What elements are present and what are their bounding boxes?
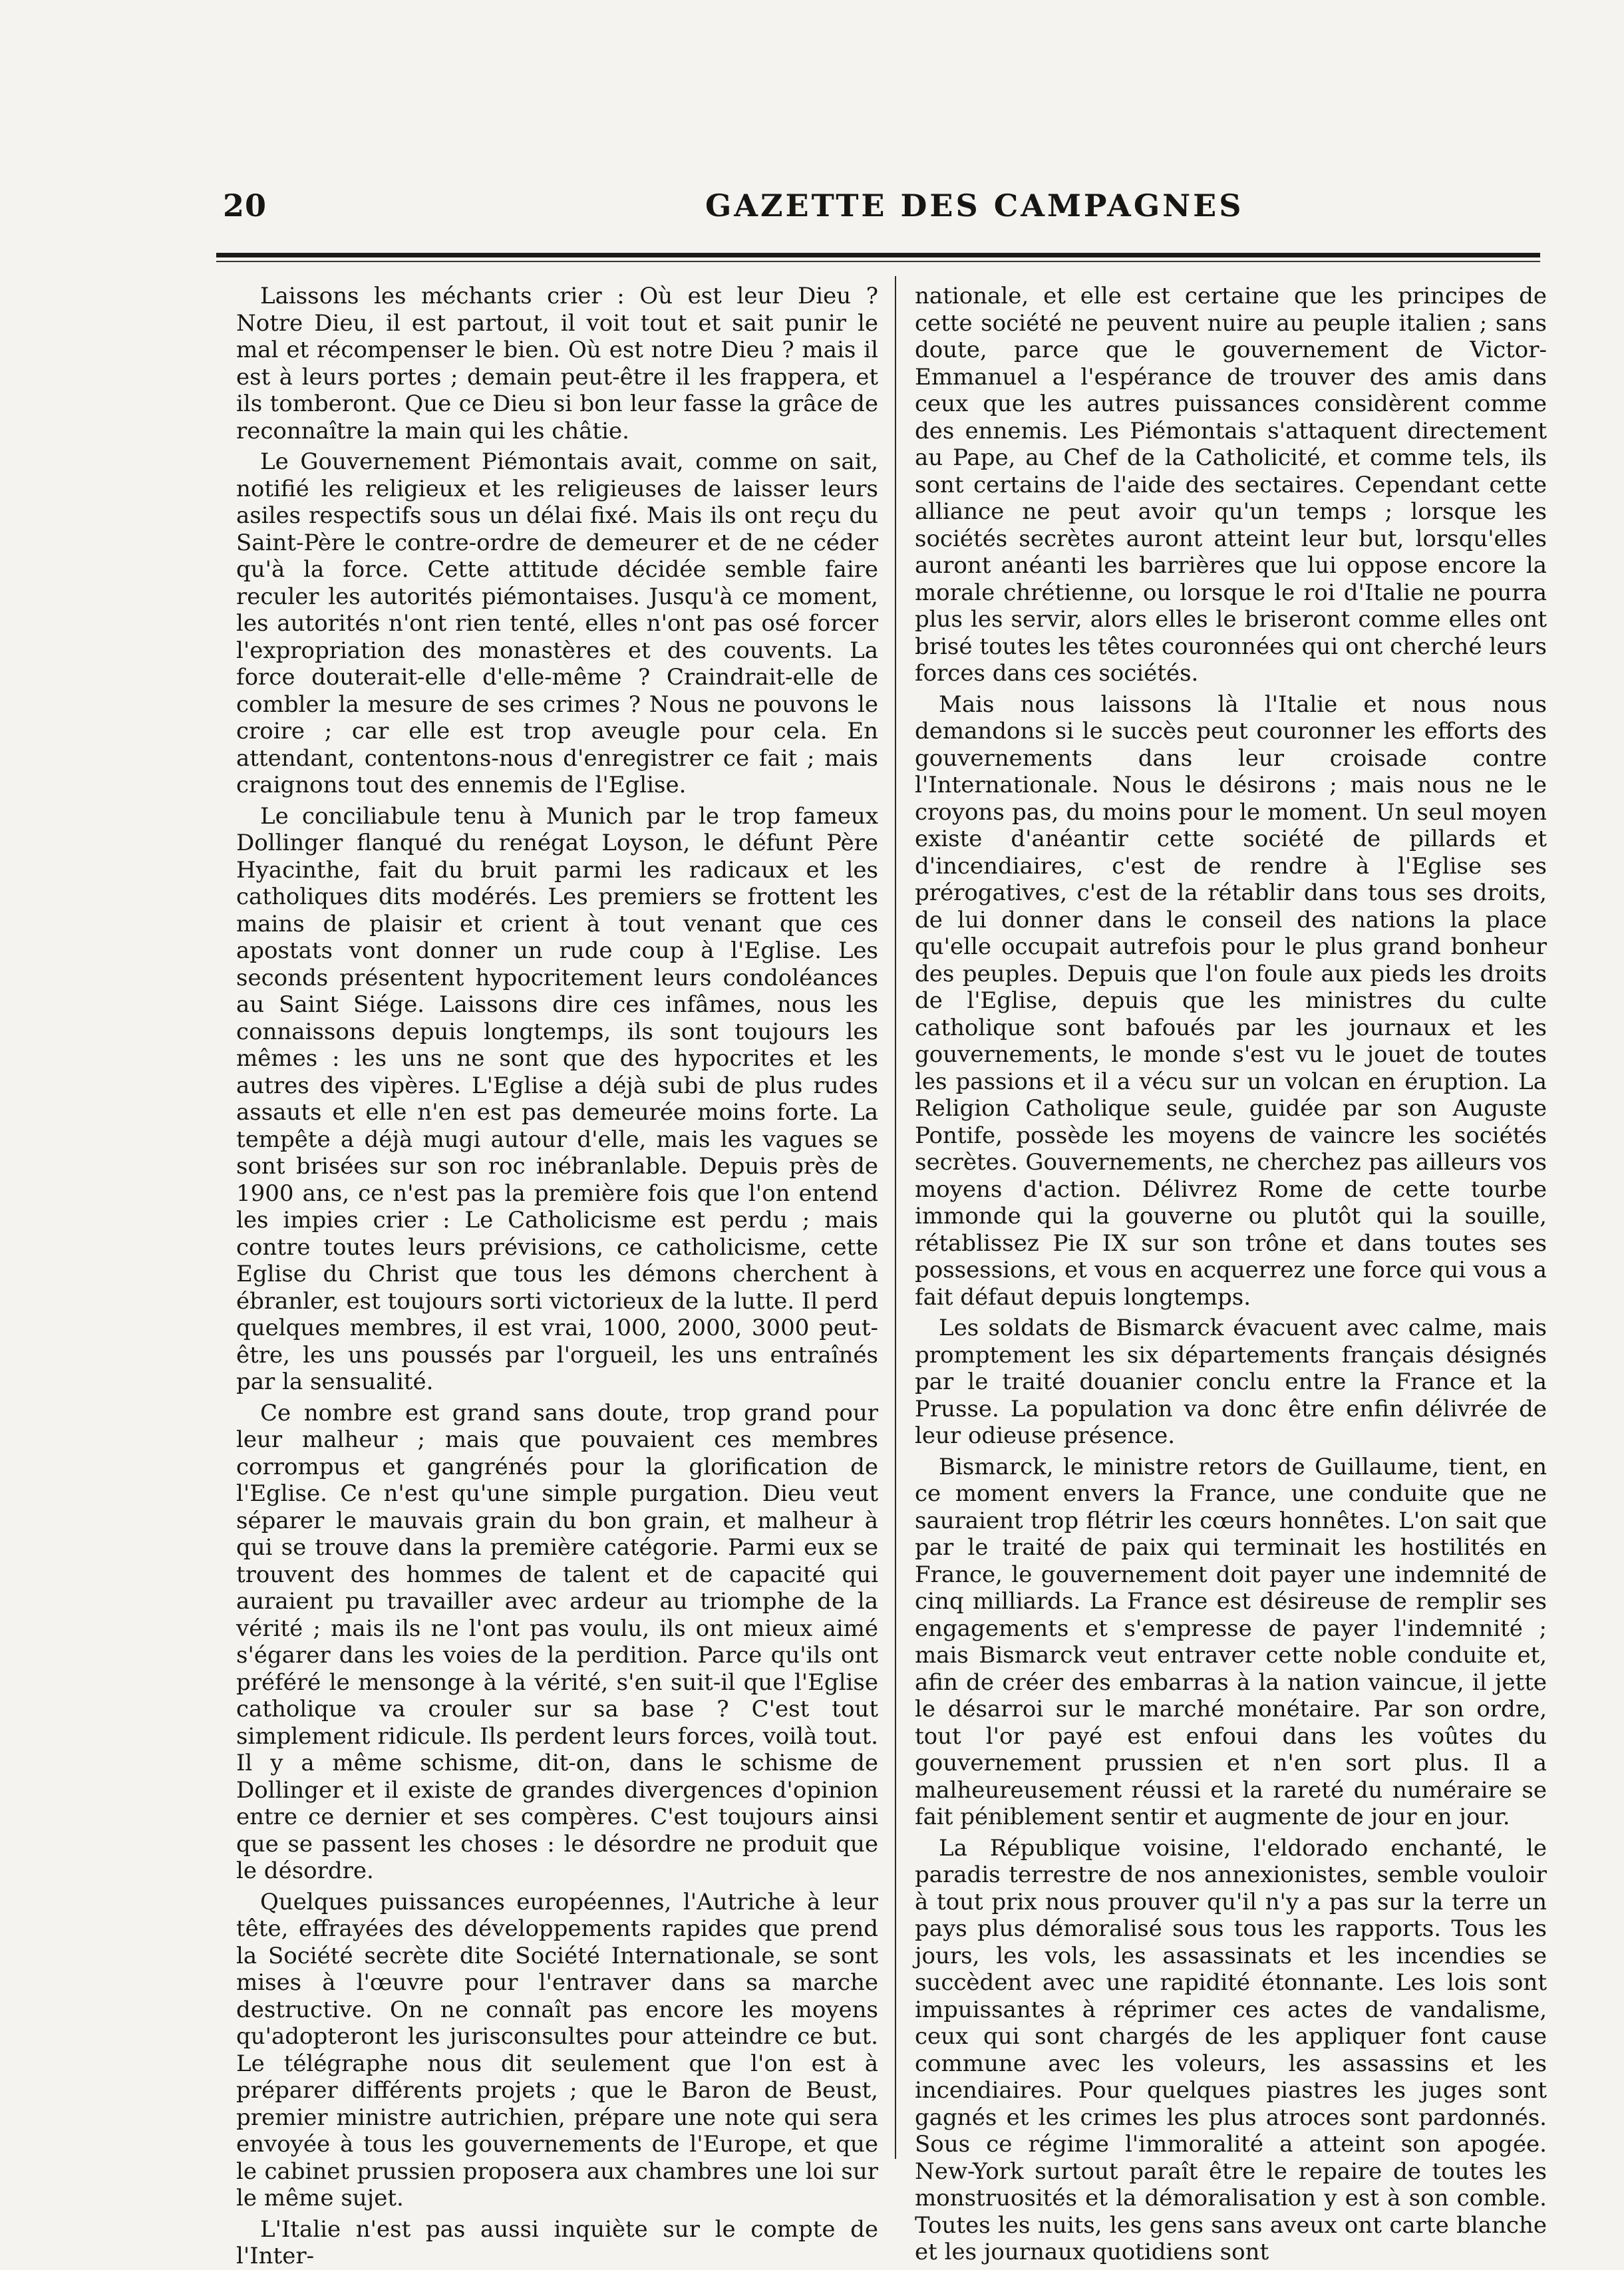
paragraph: nationale, et elle est certaine que les principes de cette société ne peuvent nuire au peuple italien ; sans doute, parce que le gouvernement de Victor-Emmanuel a l'espérance de trouver des amis dans ceux que les autres puissances considèrent comme des ennemis. Les Piémontais s'attaquent directement au Pape, au Chef de la Catholicité, et comme tels, ils sont certains de l'aide des sectaires. Cependant cette alliance ne peut avoir qu'un temps ; lorsque les sociétés secrètes auront atteint leur but, lorsqu'elles auront anéanti les barrières que lui oppose encore la morale chrétienne, ou lorsque le roi d'Italie ne pourra plus les servir, alors elles le briseront comme elles ont brisé toutes les têtes couronnées qui ont cherché leurs forces dans ces sociétés. xyxy=(915,283,1547,687)
left-column xyxy=(236,283,878,2269)
paragraph: L'Italie n'est pas aussi inquiète sur le compte de l'Inter- xyxy=(236,2215,878,2269)
paragraph: Les soldats de Bismarck évacuent avec calme, mais promptement les six départements français désignés par le traité douanier conclu entre la France et la Prusse. La population va donc être enfin délivrée de leur odieuse présence. xyxy=(915,1315,1547,1449)
paragraph: Laissons les méchants crier : Où est leur Dieu ? Notre Dieu, il est partout, il voit tout et sait punir le mal et récompenser le bien. Où est notre Dieu ? mais il est à leurs portes ; demain peut-être il les frappera, et ils tomberont. Que ce Dieu si bon leur fasse la grâce de reconnaître la main qui les châtie. xyxy=(236,283,878,444)
paragraph: Quelques puissances européennes, l'Autriche à leur tête, effrayées des développements rapides que prend la Société secrète dite Société Internationale, se sont mises à l'œuvre pour l'entraver dans sa marche destructive. On ne connaît pas encore les moyens qu'adopteront les jurisconsultes pour atteindre ce but. Le télégraphe nous dit seulement que l'on est à préparer différents projets ; que le Baron de Beust, premier ministre autrichien, prépare une note qui sera envoyée à tous les gouvernements de l'Europe, et que le cabinet prussien proposera aux chambres une loi sur le même sujet. xyxy=(236,1888,878,2211)
column-divider xyxy=(895,276,896,2159)
masthead-title: GAZETTE DES CAMPAGNES xyxy=(705,188,1244,224)
paragraph: Bismarck, le ministre retors de Guillaume, tient, en ce moment envers la France, une conduite que ne sauraient trop flétrir les cœurs honnêtes. L'on sait que par le traité de paix qui terminait les hostilités en France, le gouvernement doit payer une indemnité de cinq milliards. La France est désireuse de remplir ses engagements et s'empresse de payer l'indemnité ; mais Bismarck veut entraver cette noble conduite et, afin de créer des embarras à la nation vaincue, il jette le désarroi sur le marché monétaire. Par son ordre, tout l'or payé est enfoui dans les voûtes du gouvernement prussien et n'en sort plus. Il a malheureusement réussi et la rareté du numéraire se fait péniblement sentir et augmente de jour en jour. xyxy=(915,1453,1547,1830)
paragraph: Le conciliabule tenu à Munich par le trop fameux Dollinger flanqué du renégat Loyson, le défunt Père Hyacinthe, fait du bruit parmi les radicaux et les catholiques dits modérés. Les premiers se frottent les mains de plaisir et crient à tout venant que ces apostats vont donner un rude coup à l'Eglise. Les seconds présentent hypocritement leurs condoléances au Saint Siége. Laissons dire ces infâmes, nous les connaissons depuis longtemps, ils sont toujours les mêmes : les uns ne sont que des hypocrites et les autres des vipères. L'Eglise a déjà subi de plus rudes assauts et elle n'en est pas demeurée moins forte. La tempête a déjà mugi autour d'elle, mais les vagues se sont brisées sur son roc inébranlable. Depuis près de 1900 ans, ce n'est pas la première fois que l'on entend les impies crier : Le Catholicisme est perdu ; mais contre toutes leurs prévisions, ce catholicisme, cette Eglise du Christ que tous les démons cherchent à ébranler, est toujours sorti victorieux de la lutte. Il perd quelques membres, il est vrai, 1000, 2000, 3000 peut-être, les uns poussés par l'orgueil, les uns entraînés par la sensualité. xyxy=(236,802,878,1395)
paragraph: Ce nombre est grand sans doute, trop grand pour leur malheur ; mais que pouvaient ces membres corrompus et gangrénés pour la glorification de l'Eglise. Ce n'est qu'une simple purgation. Dieu veut séparer le mauvais grain du bon grain, et malheur à qui se trouve dans la première catégorie. Parmi eux se trouvent des hommes de talent et de capacité qui auraient pu travailler avec ardeur au triomphe de la vérité ; mais ils ne l'ont pas voulu, ils ont mieux aimé s'égarer dans les voies de la perdition. Parce qu'ils ont préféré le mensonge à la vérité, s'en suit-il que l'Eglise catholique va crouler sur sa base ? C'est tout simplement ridicule. Ils perdent leurs forces, voilà tout. Il y a même schisme, dit-on, dans le schisme de Dollinger et il existe de grandes divergences d'opinion entre ce dernier et ses compères. C'est toujours ainsi que se passent les choses : le désordre ne produit que le désordre. xyxy=(236,1399,878,1884)
header-rule xyxy=(216,253,1540,257)
right-column xyxy=(915,283,1547,2265)
page-number: 20 xyxy=(223,188,267,224)
paragraph: Mais nous laissons là l'Italie et nous nous demandons si le succès peut couronner les efforts des gouvernements dans leur croisade contre l'Internationale. Nous le désirons ; mais nous ne le croyons pas, du moins pour le moment. Un seul moyen existe d'anéantir cette société de pillards et d'incendiaires, c'est de rendre à l'Eglise ses prérogatives, c'est de la rétablir dans tous ses droits, de lui donner dans le conseil des nations la place qu'elle occupait autrefois pour le plus grand bonheur des peuples. Depuis que l'on foule aux pieds les droits de l'Eglise, depuis que les ministres du culte catholique sont bafoués par les journaux et les gouvernements, le monde s'est vu le jouet de toutes les passions et il a vécu sur un volcan en éruption. La Religion Catholique seule, guidée par son Auguste Pontife, possède les moyens de vaincre les sociétés secrètes. Gouvernements, ne cherchez pas ailleurs vos moyens d'action. Délivrez Rome de cette tourbe immonde qui la gouverne ou plutôt qui la souille, rétablissez Pie IX sur son trône et dans toutes ses possessions, et vous en acquerrez une force qui vous a fait défaut depuis longtemps. xyxy=(915,691,1547,1311)
paragraph: La République voisine, l'eldorado enchanté, le paradis terrestre de nos annexionistes, semble vouloir à tout prix nous prouver qu'il n'y a pas sur la terre un pays plus démoralisé sous tous les rapports. Tous les jours, les vols, les assassinats et les incendies se succèdent avec une rapidité étonnante. Les lois sont impuissantes à réprimer ces actes de vandalisme, ceux qui sont chargés de les appliquer font cause commune avec les voleurs, les assassins et les incendiaires. Pour quelques piastres les juges sont gagnés et les crimes les plus atroces sont pardonnés. Sous ce régime l'immoralité a atteint son apogée. New-York surtout paraît être le repaire de toutes les monstruosités et la démoralisation y est à son comble. Toutes les nuits, les gens sans aveux ont carte blanche et les journaux quotidiens sont xyxy=(915,1834,1547,2265)
header-rule-thin xyxy=(216,261,1540,262)
paragraph: Le Gouvernement Piémontais avait, comme on sait, notifié les religieux et les religieuses de laisser leurs asiles respectifs sous un délai fixé. Mais ils ont reçu du Saint-Père le contre-ordre de demeurer et de ne céder qu'à la force. Cette attitude décidée semble faire reculer les autorités piémontaises. Jusqu'à ce moment, les autorités n'ont rien tenté, elles n'ont pas osé forcer l'expropriation des monastères et des couvents. La force douterait-elle d'elle-même ? Craindrait-elle de combler la mesure de ses crimes ? Nous ne pouvons le croire ; car elle est trop aveugle pour cela. En attendant, contentons-nous d'enregistrer ce fait ; mais craignons tout des ennemis de l'Eglise. xyxy=(236,448,878,798)
